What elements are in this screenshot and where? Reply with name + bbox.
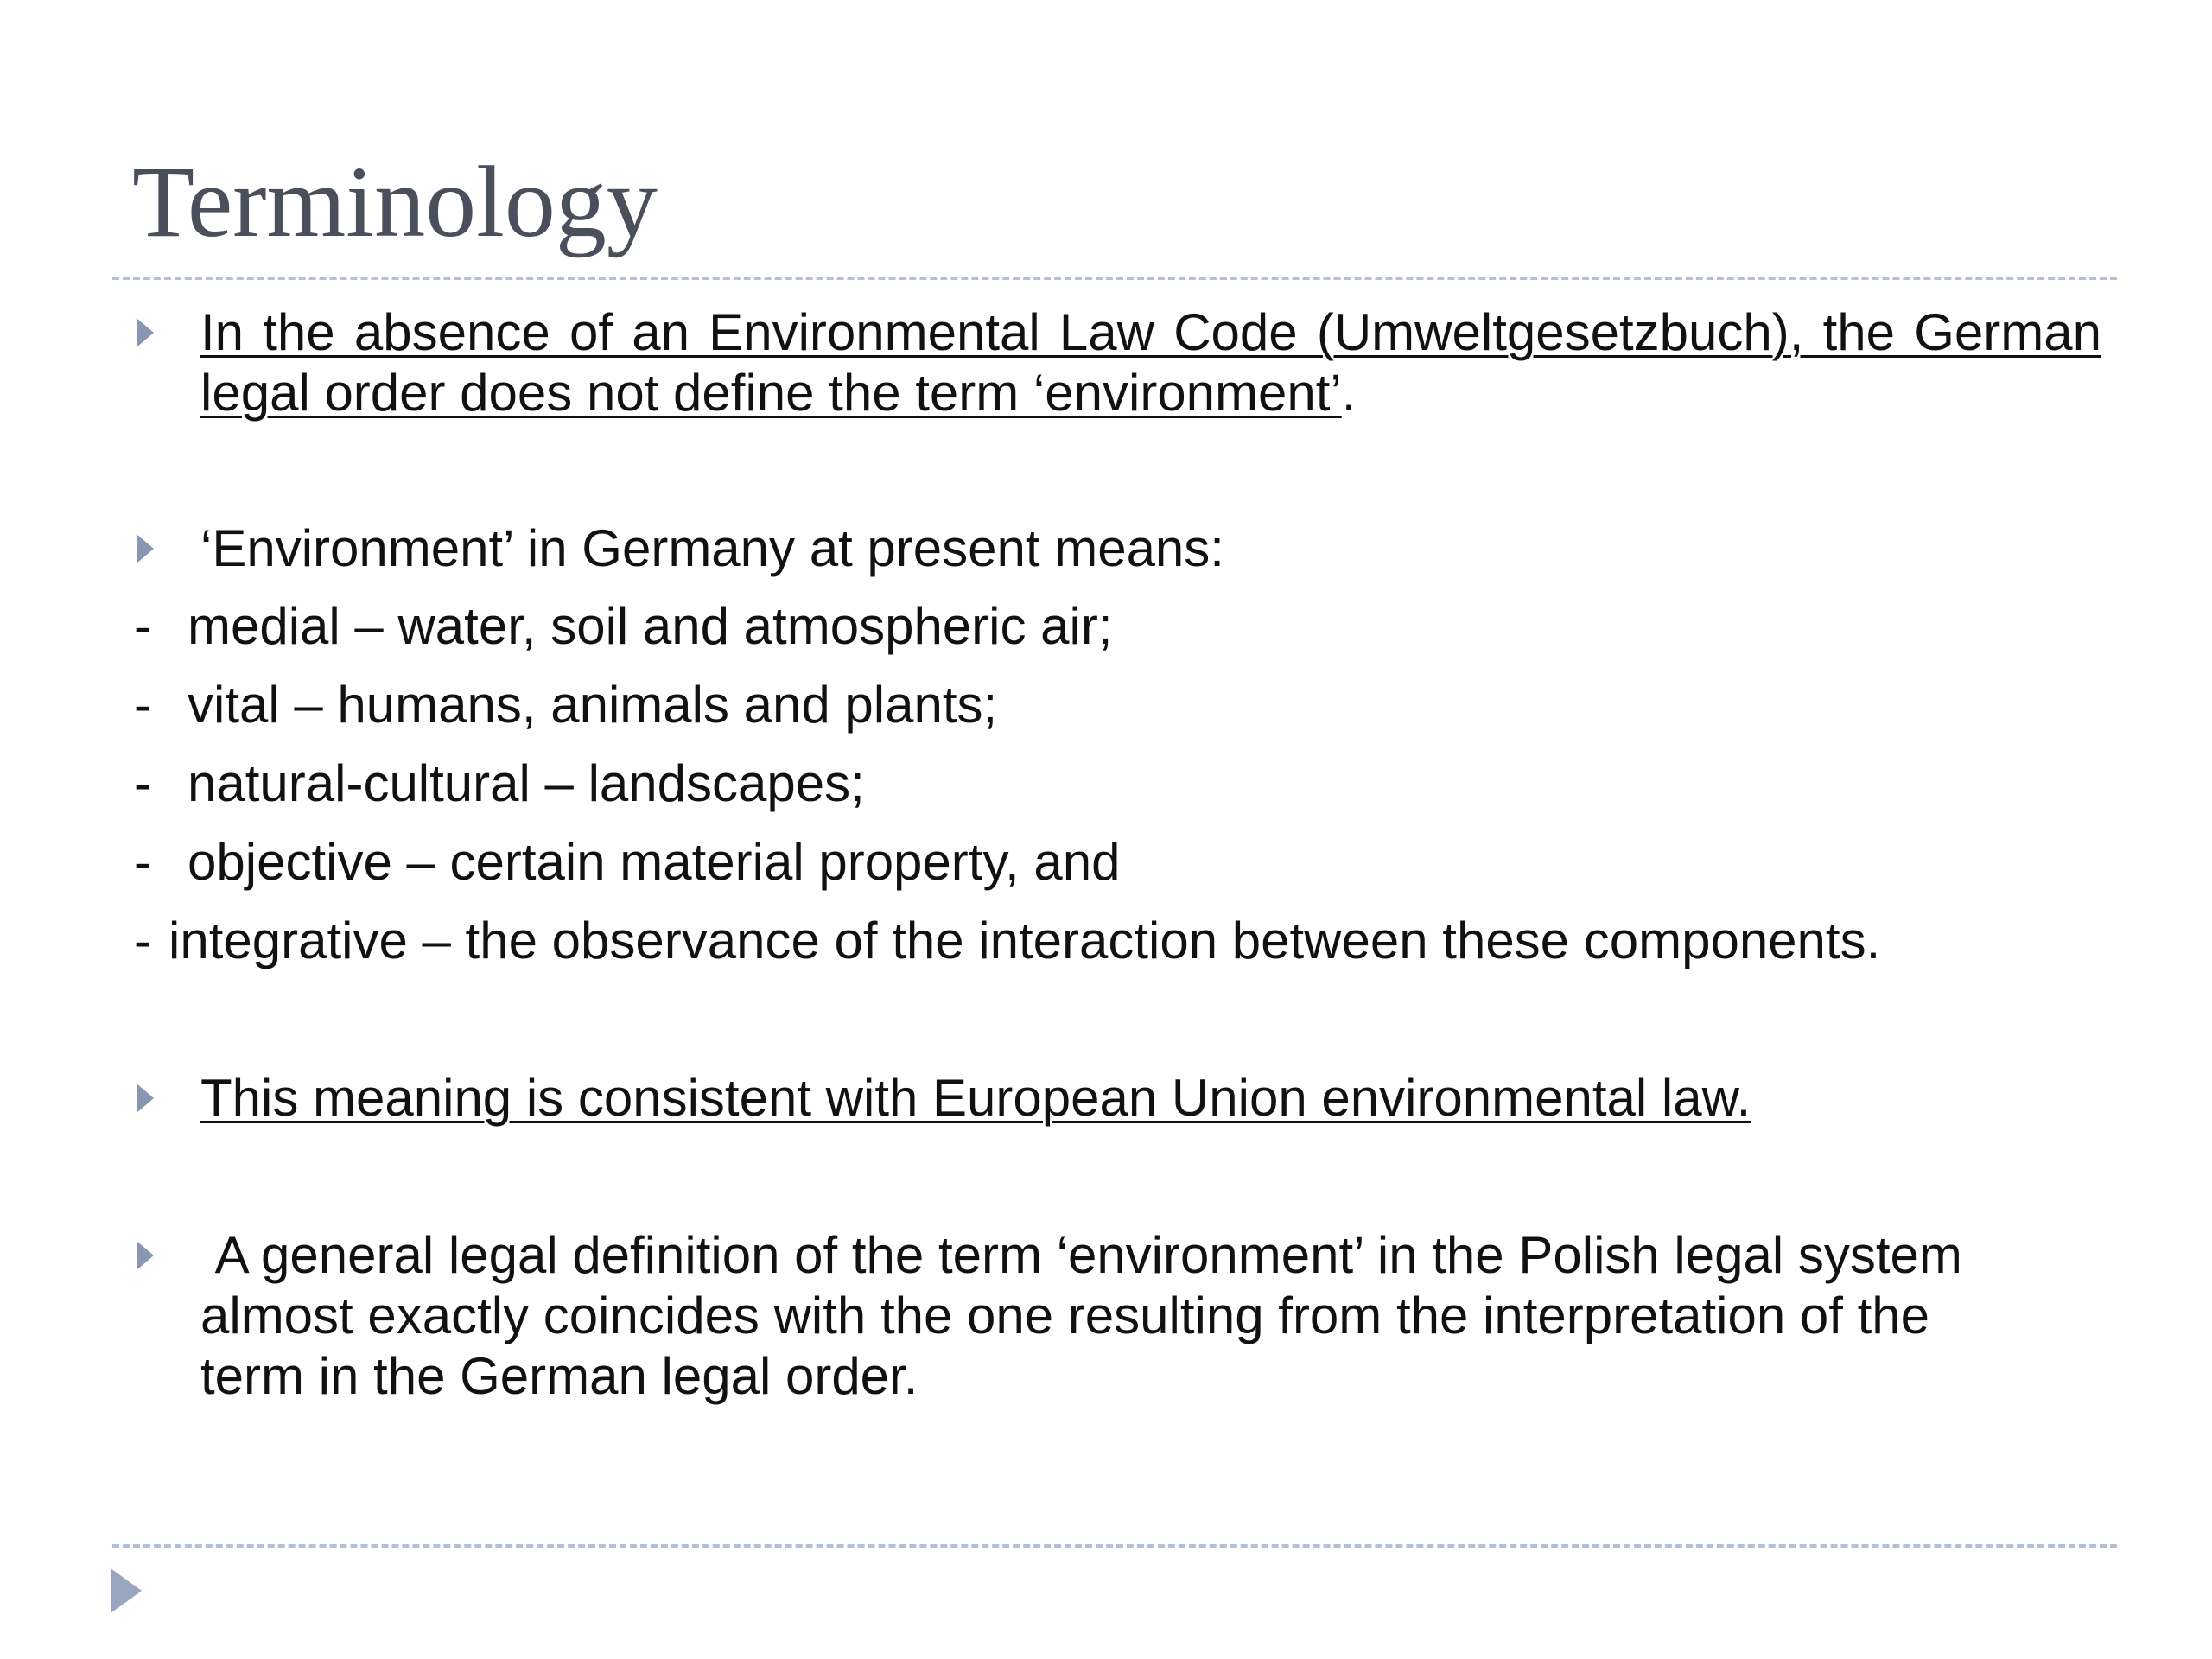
paragraph-polish-definition: A general legal definition of the term ‘environment’ in the Polish legal system almost exactly coincides with the one resulting from the interpretation of the term in the German legal order.: [200, 1226, 1977, 1405]
dash-marker: -: [134, 597, 151, 655]
paragraph-eu-consistency: [200, 1068, 2101, 1128]
list-item-text: natural-cultural – landscapes;: [188, 754, 865, 812]
paragraph-absence-of-code-tail: .: [1341, 364, 1357, 422]
triangle-bullet-icon: [137, 318, 154, 347]
list-item: [134, 753, 2121, 814]
top-divider: [112, 276, 2117, 280]
bottom-divider: [112, 1544, 2117, 1548]
dash-marker: -: [134, 833, 151, 891]
slide-title: Terminology: [132, 145, 658, 258]
paragraph-absence-of-code: [200, 302, 2101, 423]
list-item-text: integrative – the observance of the interaction between these components.: [168, 912, 1881, 969]
list-item: [134, 596, 2121, 657]
dash-marker: -: [134, 754, 151, 812]
paragraph-environment-means: ‘Environment’ in Germany at present means:: [200, 519, 1224, 577]
paragraph-absence-of-code-underlined: In the absence of an Environmental Law Code (Umweltgesetzbuch), the German legal order does not define the term ‘environment’: [200, 303, 2101, 422]
triangle-bullet-icon: [137, 534, 154, 563]
list-item: [134, 675, 2121, 735]
dash-marker: -: [134, 912, 151, 969]
list-item-text: vital – humans, animals and plants;: [188, 676, 998, 734]
triangle-bullet-icon: [137, 1084, 154, 1113]
list-item: [134, 832, 2121, 893]
list-item-text: medial – water, soil and atmospheric air;: [188, 597, 1113, 655]
triangle-bullet-icon: [137, 1241, 154, 1270]
triangle-arrow-icon: [111, 1568, 142, 1613]
list-item: [134, 911, 2121, 971]
paragraph-eu-consistency-text: This meaning is consistent with European Union environmental law.: [200, 1069, 1751, 1127]
dash-marker: -: [134, 676, 151, 734]
list-item-text: objective – certain material property, and: [188, 833, 1121, 891]
